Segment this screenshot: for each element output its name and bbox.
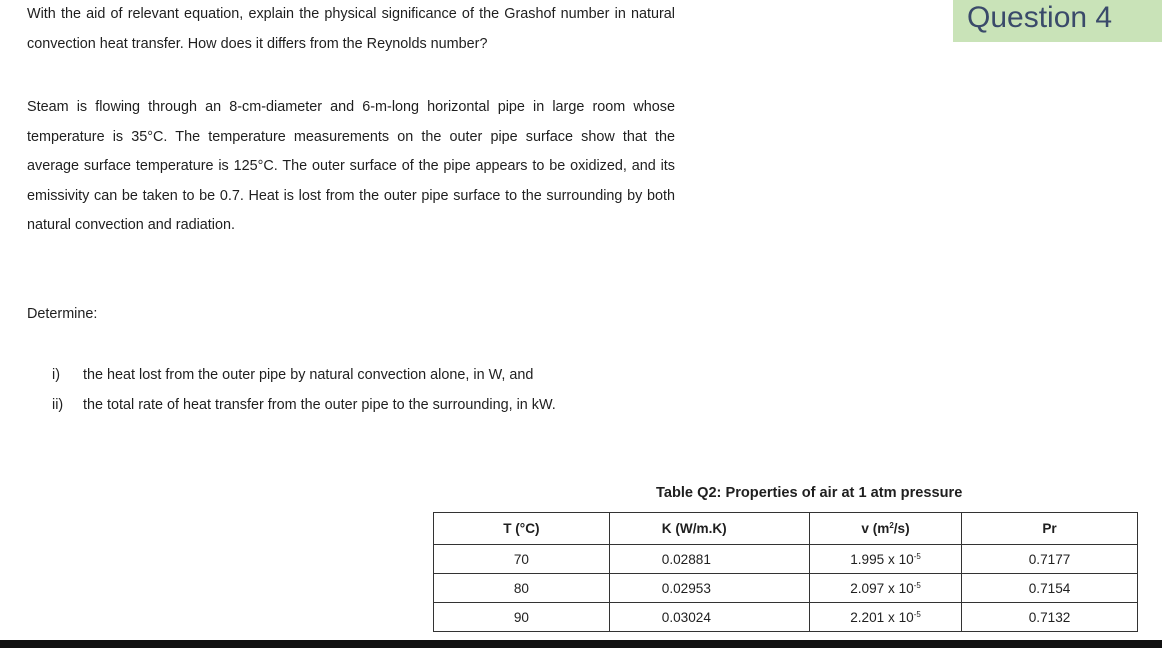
- table-caption: Table Q2: Properties of air at 1 atm pressure: [656, 485, 963, 501]
- table-row: [434, 545, 1138, 574]
- question-paragraph-grashof: With the aid of relevant equation, explain the physical significance of the Grashof number in natural convection heat transfer. How does it differs from the Reynolds number?: [27, 6, 675, 52]
- cell-viscosity: 2.097 x $10^{-5}$: [809, 574, 961, 603]
- cell-viscosity: 1.995 x $10^{-5}$: [809, 545, 961, 574]
- problem-statement-paragraph: Steam is flowing through an 8-cm-diameter and 6-m-long horizontal pipe in large room whose temperature is 35°C. The temperature measurements on the outer pipe surface show that the average surface temperature is 125°C. The outer surface of the pipe appears to be oxidized, and its emissivity can be taken to be 0.7. Heat is lost from the outer pipe surface to the surrounding by both natural convection and radiation.: [27, 99, 675, 233]
- cell-prandtl: 0.7177: [962, 545, 1138, 574]
- header-temperature: T (°C): [434, 513, 610, 545]
- task-item-2: [52, 395, 556, 415]
- table-row: [434, 574, 1138, 603]
- cell-conductivity: 0.03024: [609, 603, 809, 632]
- cell-conductivity: 0.02881: [609, 545, 809, 574]
- header-kinematic-viscosity: v $(m^2/s)$: [809, 513, 961, 545]
- task-number: ii): [52, 397, 64, 413]
- task-text: the total rate of heat transfer from the outer pipe to the surrounding, in kW.: [83, 397, 556, 413]
- cell-conductivity: 0.02953: [609, 574, 809, 603]
- cell-prandtl: 0.7132: [962, 603, 1138, 632]
- bottom-edge-bar: [0, 640, 1162, 648]
- determine-label: Determine:: [27, 306, 98, 322]
- air-properties-table: [433, 512, 1138, 632]
- table-header-row: [434, 513, 1138, 545]
- question-label: Question 4: [953, 0, 1162, 42]
- task-text: the heat lost from the outer pipe by natural convection alone, in W, and: [83, 367, 534, 383]
- header-prandtl: Pr: [962, 513, 1138, 545]
- cell-prandtl: 0.7154: [962, 574, 1138, 603]
- cell-temperature: 70: [434, 545, 610, 574]
- cell-temperature: 80: [434, 574, 610, 603]
- header-conductivity: K (W/m.K): [609, 513, 809, 545]
- table-row: [434, 603, 1138, 632]
- task-number: i): [52, 367, 60, 383]
- cell-temperature: 90: [434, 603, 610, 632]
- task-item-1: [52, 365, 533, 385]
- cell-viscosity: 2.201 x $10^{-5}$: [809, 603, 961, 632]
